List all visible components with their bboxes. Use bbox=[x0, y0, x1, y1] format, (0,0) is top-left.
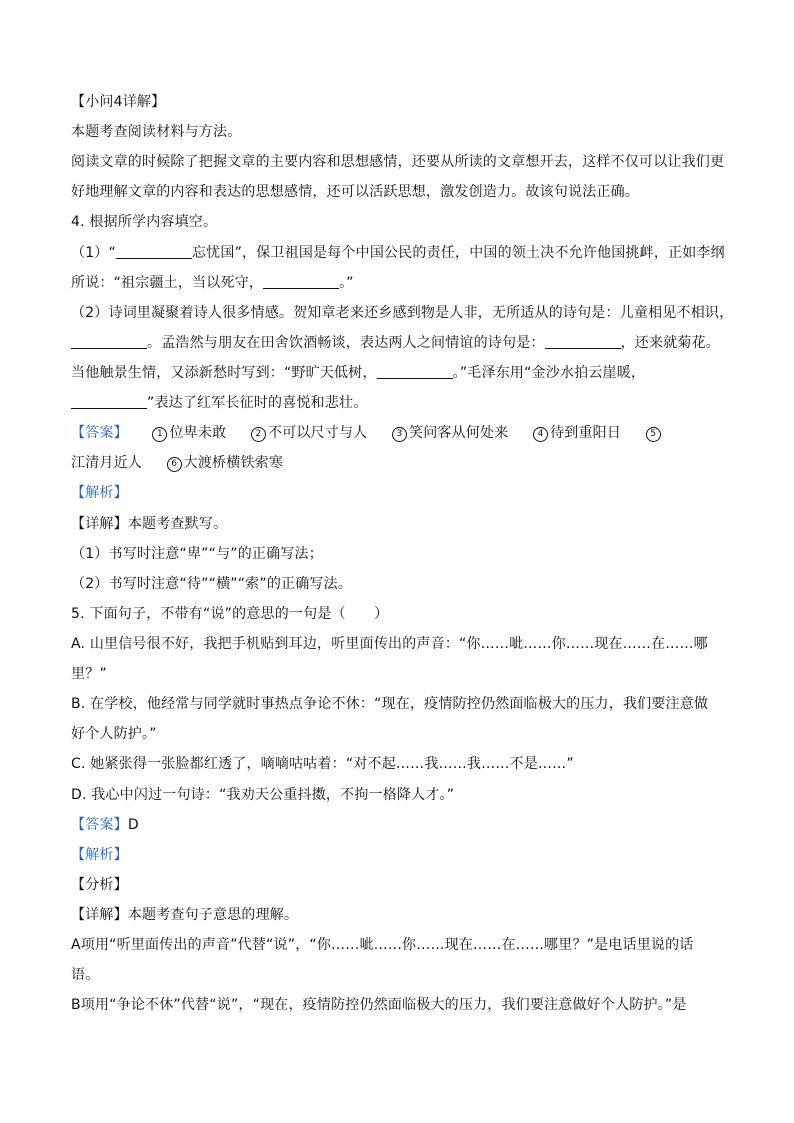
answer-label: 【答案】 bbox=[71, 425, 128, 441]
fill-blank bbox=[377, 364, 453, 379]
answer-value: D bbox=[127, 817, 139, 833]
detail-label: 【详解】 bbox=[71, 516, 128, 532]
q4-answer-line1 bbox=[71, 424, 663, 442]
text: 。” bbox=[339, 275, 354, 291]
text-line: 阅读文章的时候除了把握文章的主要内容和思想感情，还要从所读的文章想开去，这样不仅可以让我们更 bbox=[71, 154, 725, 170]
fill-blank bbox=[545, 334, 621, 349]
text: （1）“ bbox=[71, 245, 116, 261]
option-b-line1: B. 在学校，他经常与同学就时事热点争论不休：“现在，疫情防控仍然面临极大的压力，我们要注意做 bbox=[71, 696, 709, 712]
text-line: （2）书写时注意“待”“横”“索”的正确写法。 bbox=[71, 576, 353, 592]
q4-part1-line1 bbox=[71, 244, 725, 262]
circled-number: 6 bbox=[167, 457, 182, 472]
detail-label: 【详解】 bbox=[71, 907, 128, 923]
q4-part2-line3 bbox=[71, 364, 645, 382]
text-line: 语。 bbox=[71, 967, 100, 983]
text: ，还来就菊花。 bbox=[620, 335, 721, 351]
circled-number: 3 bbox=[392, 427, 407, 442]
fill-blank bbox=[71, 334, 147, 349]
q5-analysis-label: 【解析】 bbox=[71, 847, 128, 863]
text-line: （1）书写时注意“卑”“与”的正确写法； bbox=[71, 546, 323, 562]
text-line: 好地理解文章的内容和表达的思想感情，还可以活跃思想，激发创造力。故该句说法正确。 bbox=[71, 184, 639, 200]
answer-item: 待到重阳日 bbox=[550, 425, 622, 441]
circled-number: 2 bbox=[251, 427, 266, 442]
option-a-line1: A. 山里信号很不好，我把手机贴到耳边，听里面传出的声音：“你……呲……你……现在……在……哪 bbox=[71, 636, 708, 652]
question-5-title: 5. 下面句子，不带有“说”的意思的一句是（ ） bbox=[71, 606, 389, 622]
text: 。孟浩然与朋友在田舍饮酒畅谈，表达两人之间情谊的诗句是： bbox=[147, 335, 545, 351]
q4-part1-line2 bbox=[71, 274, 354, 292]
circled-number: 1 bbox=[152, 427, 167, 442]
text: 。”毛泽东用“金沙水拍云崖暖， bbox=[452, 365, 646, 381]
text-line: 本题考查阅读材料与方法。 bbox=[71, 124, 242, 140]
q4-detail bbox=[71, 515, 227, 533]
answer-item: 不可以尺寸与人 bbox=[267, 425, 368, 441]
q5-answer bbox=[71, 816, 139, 834]
fill-blank bbox=[71, 394, 147, 409]
q4-answer-line2 bbox=[71, 454, 283, 472]
text: 本题考查句子意思的理解。 bbox=[127, 907, 299, 923]
text: 所说：“祖宗疆土，当以死守， bbox=[71, 275, 264, 291]
q4-part2-line1: （2）诗词里凝聚着诗人很多情感。贺知章老来还乡感到物是人非，无所适从的诗句是：儿童相见不相识， bbox=[71, 305, 734, 321]
answer-label: 【答案】 bbox=[71, 817, 128, 833]
answer-item: 江清月近人 bbox=[71, 455, 142, 471]
answer-item: 位卑未敢 bbox=[169, 425, 227, 441]
q5-detail bbox=[71, 906, 298, 924]
text: 本题考查默写。 bbox=[127, 516, 228, 532]
answer-item: 大渡桥横铁索寒 bbox=[183, 455, 284, 471]
text: 当他触景生情，又添新愁时写到：“野旷天低树， bbox=[71, 365, 377, 381]
fill-blank bbox=[263, 274, 339, 289]
circled-number: 4 bbox=[533, 427, 548, 442]
text-line: A项用“听里面传出的声音”代替“说”，“你……呲……你……现在……在……哪里？”是电话里说的话 bbox=[71, 937, 694, 953]
q4-part2-line2 bbox=[71, 334, 720, 352]
question-4-title: 4. 根据所学内容填空。 bbox=[71, 214, 218, 230]
text: 忘忧国”，保卫祖国是每个中国公民的责任，中国的领土决不允许他国挑衅，正如李纲 bbox=[191, 245, 725, 261]
option-d: D. 我心中闪过一句诗：“我劝天公重抖擞，不拘一格降人才。” bbox=[71, 787, 455, 803]
fill-blank bbox=[116, 244, 192, 259]
text-line: B项用“争论不休”代替“说”，“现在，疫情防控仍然面临极大的压力，我们要注意做好个人防护。”是 bbox=[71, 997, 687, 1013]
option-a-line2: 里？” bbox=[71, 666, 107, 682]
answer-item: 笑问客从何处来 bbox=[409, 425, 509, 441]
text: ”表达了红军长征时的喜悦和悲壮。 bbox=[147, 395, 368, 411]
q4-part2-line4 bbox=[71, 394, 367, 412]
option-b-line2: 好个人防护。” bbox=[71, 726, 157, 742]
part4-heading: 【小问4详解】 bbox=[71, 94, 166, 110]
q4-analysis-label: 【解析】 bbox=[71, 485, 128, 501]
circled-number: 5 bbox=[646, 427, 661, 442]
q5-fenxi-label: 【分析】 bbox=[71, 877, 128, 893]
option-c: C. 她紧张得一张脸都红透了，嘀嘀咕咕着：“对不起……我……我……不是……” bbox=[71, 756, 574, 772]
